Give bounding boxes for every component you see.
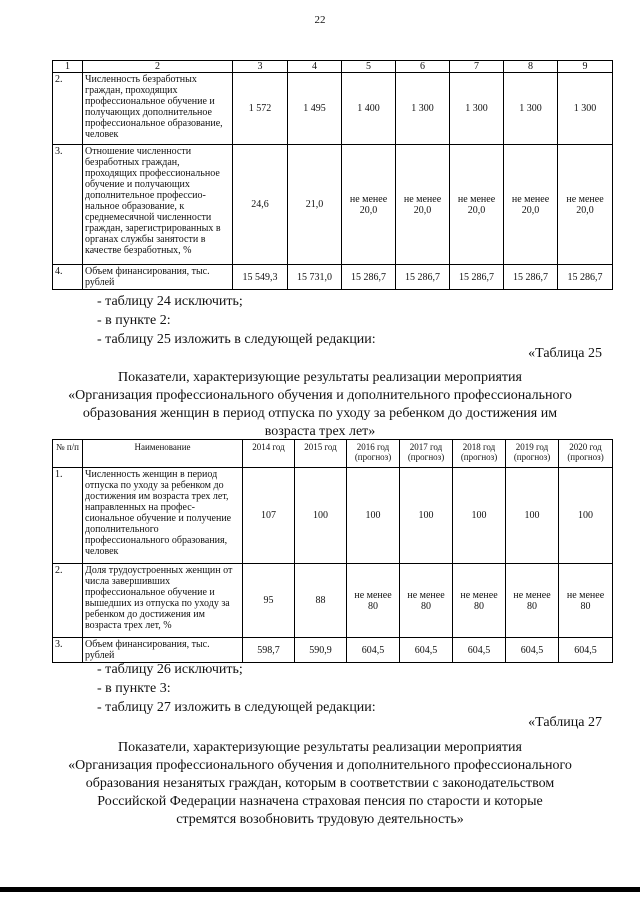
- value-cell: 1 300: [504, 73, 558, 145]
- table-header-row: [53, 440, 613, 468]
- value-cell: 88: [295, 564, 347, 638]
- header-cell: 2019 год (прогноз): [506, 440, 559, 468]
- value-cell: 1 300: [558, 73, 613, 145]
- row-number: 1.: [53, 468, 83, 564]
- header-cell: 9: [558, 61, 613, 73]
- row-name: Объем финансирования, тыс. рублей: [83, 265, 233, 290]
- value-cell: 15 286,7: [342, 265, 396, 290]
- value-cell: 100: [347, 468, 400, 564]
- row-number: 2.: [53, 73, 83, 145]
- header-cell: 2015 год: [295, 440, 347, 468]
- table-row: [53, 468, 613, 564]
- value-cell: 100: [295, 468, 347, 564]
- caption-line: «Организация профессионального обучения и дополнительного профессионального: [68, 388, 572, 403]
- header-cell: 8: [504, 61, 558, 73]
- value-cell: не менее 80: [453, 564, 506, 638]
- value-cell: 604,5: [347, 638, 400, 663]
- row-number: 3.: [53, 145, 83, 265]
- table-row: [53, 564, 613, 638]
- value-cell: 1 300: [450, 73, 504, 145]
- row-name: Численность безработных граждан, проходящих профессиональное обучение и получающих дополнительное профессиональное образование, человек: [83, 73, 233, 145]
- value-cell: 1 400: [342, 73, 396, 145]
- header-cell: 2014 год: [243, 440, 295, 468]
- value-cell: не менее 20,0: [450, 145, 504, 265]
- table-row: [53, 145, 613, 265]
- header-cell: № п/п: [53, 440, 83, 468]
- value-cell: не менее 80: [559, 564, 613, 638]
- page-number: 22: [314, 14, 326, 26]
- row-name: Отношение численности безработных граждан, проходящих профессиональное обучение и получающих дополнительное профессио-нальное образование, к среднемесячной численности граждан, зарегистрированных в органах службы занятости в качестве безработных, %: [83, 145, 233, 265]
- header-cell: 6: [396, 61, 450, 73]
- table-row: [53, 265, 613, 290]
- value-cell: не менее 80: [400, 564, 453, 638]
- caption-line: стремятся возобновить трудовую деятельность»: [176, 812, 464, 827]
- header-cell: 2018 год (прогноз): [453, 440, 506, 468]
- instruction-line: - таблицу 27 изложить в следующей редакции:: [97, 700, 376, 715]
- value-cell: 15 286,7: [396, 265, 450, 290]
- header-cell: Наименование: [83, 440, 243, 468]
- instruction-line: - таблицу 25 изложить в следующей редакции:: [97, 332, 376, 347]
- instruction-line: - таблицу 24 исключить;: [97, 294, 243, 309]
- table-label: «Таблица 27: [528, 715, 602, 730]
- table-label: «Таблица 25: [528, 346, 602, 361]
- header-cell: 3: [233, 61, 288, 73]
- value-cell: 590,9: [295, 638, 347, 663]
- caption-line: «Организация профессионального обучения и дополнительного профессионального: [68, 758, 572, 773]
- value-cell: 1 300: [396, 73, 450, 145]
- value-cell: 100: [400, 468, 453, 564]
- value-cell: 15 549,3: [233, 265, 288, 290]
- instruction-line: - таблицу 26 исключить;: [97, 662, 243, 677]
- instruction-line: - в пункте 3:: [97, 681, 171, 696]
- header-cell: 2017 год (прогноз): [400, 440, 453, 468]
- bottom-rule: [0, 887, 640, 892]
- header-cell: 5: [342, 61, 396, 73]
- table-row: [53, 73, 613, 145]
- value-cell: не менее 20,0: [558, 145, 613, 265]
- value-cell: 15 731,0: [288, 265, 342, 290]
- instruction-line: - в пункте 2:: [97, 313, 171, 328]
- row-number: 2.: [53, 564, 83, 638]
- value-cell: 95: [243, 564, 295, 638]
- row-name: Численность женщин в период отпуска по уходу за ребенком до достижения им возраста трех лет, направленных на профес-сиональное обучение и получение дополнительного профессионального образования, человек: [83, 468, 243, 564]
- value-cell: 604,5: [559, 638, 613, 663]
- row-name: Доля трудоустроенных женщин от числа завершивших профессиональное обучение и вышедших из отпуска по уходу за ребенком до достижения им возраста трех лет, %: [83, 564, 243, 638]
- value-cell: 100: [559, 468, 613, 564]
- table-continuation: [52, 60, 613, 290]
- value-cell: не менее 80: [347, 564, 400, 638]
- value-cell: 100: [453, 468, 506, 564]
- caption-line: Российской Федерации назначена страховая пенсия по старости и которые: [97, 794, 543, 809]
- table-row: [53, 638, 613, 663]
- value-cell: 1 572: [233, 73, 288, 145]
- table-caption: [40, 739, 600, 829]
- value-cell: 1 495: [288, 73, 342, 145]
- value-cell: 100: [506, 468, 559, 564]
- value-cell: не менее 20,0: [342, 145, 396, 265]
- table-caption: [40, 369, 600, 441]
- caption-line: Показатели, характеризующие результаты реализации мероприятия: [118, 740, 522, 755]
- value-cell: 15 286,7: [504, 265, 558, 290]
- value-cell: не менее 80: [506, 564, 559, 638]
- header-cell: 2016 год (прогноз): [347, 440, 400, 468]
- caption-line: образования незанятых граждан, которым в соответствии с законодательством: [85, 776, 555, 791]
- value-cell: 107: [243, 468, 295, 564]
- row-number: 4.: [53, 265, 83, 290]
- header-cell: 7: [450, 61, 504, 73]
- header-cell: 4: [288, 61, 342, 73]
- value-cell: 15 286,7: [558, 265, 613, 290]
- caption-line: Показатели, характеризующие результаты реализации мероприятия: [118, 370, 522, 385]
- value-cell: 598,7: [243, 638, 295, 663]
- row-name: Объем финансирования, тыс. рублей: [83, 638, 243, 663]
- value-cell: 604,5: [400, 638, 453, 663]
- header-cell: 2: [83, 61, 233, 73]
- value-cell: не менее 20,0: [396, 145, 450, 265]
- header-cell: 1: [53, 61, 83, 73]
- value-cell: 604,5: [506, 638, 559, 663]
- value-cell: не менее 20,0: [504, 145, 558, 265]
- table-25: [52, 439, 613, 663]
- value-cell: 15 286,7: [450, 265, 504, 290]
- caption-line: образования женщин в период отпуска по уходу за ребенком до достижения им: [82, 406, 558, 421]
- value-cell: 24,6: [233, 145, 288, 265]
- row-number: 3.: [53, 638, 83, 663]
- table-header-row: [53, 61, 613, 73]
- caption-line: возраста трех лет»: [264, 424, 376, 439]
- value-cell: 604,5: [453, 638, 506, 663]
- header-cell: 2020 год (прогноз): [559, 440, 613, 468]
- value-cell: 21,0: [288, 145, 342, 265]
